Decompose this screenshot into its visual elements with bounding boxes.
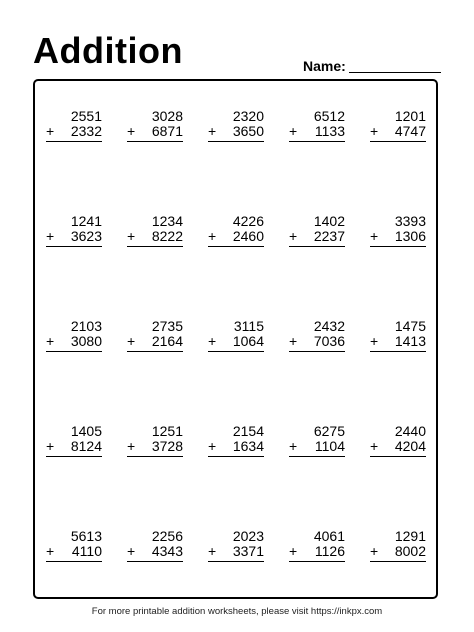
addition-problem xyxy=(127,424,183,468)
addend-top: 1405 xyxy=(70,423,102,439)
addend-bottom: 6871 xyxy=(151,123,183,139)
addend-top: 2154 xyxy=(232,423,264,439)
addition-problem xyxy=(127,109,183,153)
answer-line xyxy=(208,351,264,352)
answer-line xyxy=(370,561,426,562)
addition-problem xyxy=(289,109,345,153)
plus-sign: + xyxy=(370,438,379,454)
plus-sign: + xyxy=(46,438,55,454)
addition-problem xyxy=(127,529,183,573)
addition-problem xyxy=(208,424,264,468)
addend-top: 3393 xyxy=(394,213,426,229)
answer-line xyxy=(46,561,102,562)
plus-sign: + xyxy=(370,228,379,244)
plus-sign: + xyxy=(127,123,136,139)
addition-problem xyxy=(127,319,183,363)
addend-top: 3028 xyxy=(151,108,183,124)
addend-bottom: 3728 xyxy=(151,438,183,454)
worksheet-title: Addition xyxy=(33,30,183,71)
answer-line xyxy=(46,246,102,247)
addend-top: 2320 xyxy=(232,108,264,124)
answer-line xyxy=(370,246,426,247)
answer-line xyxy=(46,456,102,457)
plus-sign: + xyxy=(127,228,136,244)
addend-bottom: 3650 xyxy=(232,123,264,139)
plus-sign: + xyxy=(289,543,298,559)
addend-top: 1201 xyxy=(394,108,426,124)
plus-sign: + xyxy=(208,228,217,244)
addition-problem xyxy=(289,529,345,573)
answer-line xyxy=(208,246,264,247)
addend-top: 2735 xyxy=(151,318,183,334)
answer-line xyxy=(208,456,264,457)
answer-line xyxy=(289,246,345,247)
addend-bottom: 1133 xyxy=(314,123,345,139)
addend-top: 2551 xyxy=(70,108,102,124)
answer-line xyxy=(289,141,345,142)
addend-bottom: 4204 xyxy=(394,438,426,454)
addend-bottom: 3623 xyxy=(70,228,102,244)
answer-line xyxy=(46,141,102,142)
addend-bottom: 2237 xyxy=(313,228,345,244)
answer-line xyxy=(289,456,345,457)
addition-problem xyxy=(46,109,102,153)
addend-bottom: 1413 xyxy=(394,333,426,349)
plus-sign: + xyxy=(289,333,298,349)
answer-line xyxy=(289,561,345,562)
footer-note: For more printable addition worksheets, please visit https://inkpx.com xyxy=(91,606,383,617)
addend-top: 4061 xyxy=(313,528,345,544)
addend-top: 1234 xyxy=(151,213,183,229)
addend-top: 2432 xyxy=(313,318,345,334)
addition-problem xyxy=(46,529,102,573)
addition-problem xyxy=(289,319,345,363)
addend-bottom: 1104 xyxy=(314,438,345,454)
plus-sign: + xyxy=(370,123,379,139)
addend-top: 2440 xyxy=(394,423,426,439)
addition-problem xyxy=(127,214,183,258)
addend-top: 2103 xyxy=(70,318,102,334)
addend-top: 1475 xyxy=(394,318,426,334)
answer-line xyxy=(127,141,183,142)
answer-line xyxy=(208,141,264,142)
problems-grid xyxy=(33,79,438,599)
addend-bottom: 8124 xyxy=(70,438,102,454)
addition-problem xyxy=(208,214,264,258)
addition-problem xyxy=(370,319,426,363)
addend-top: 2256 xyxy=(151,528,183,544)
addition-problem xyxy=(208,109,264,153)
plus-sign: + xyxy=(46,228,55,244)
answer-line xyxy=(46,351,102,352)
plus-sign: + xyxy=(289,438,298,454)
addend-bottom: 7036 xyxy=(313,333,345,349)
addend-bottom: 4747 xyxy=(394,123,426,139)
plus-sign: + xyxy=(289,123,298,139)
addition-problem xyxy=(46,424,102,468)
addend-top: 1402 xyxy=(313,213,345,229)
addend-bottom: 2460 xyxy=(232,228,264,244)
addition-problem xyxy=(370,424,426,468)
plus-sign: + xyxy=(127,543,136,559)
addend-bottom: 8222 xyxy=(151,228,183,244)
answer-line xyxy=(127,561,183,562)
plus-sign: + xyxy=(46,123,55,139)
addition-problem xyxy=(208,319,264,363)
addend-bottom: 4343 xyxy=(151,543,183,559)
addend-bottom: 2332 xyxy=(70,123,102,139)
addition-problem xyxy=(370,214,426,258)
addend-top: 1251 xyxy=(151,423,183,439)
addend-bottom: 2164 xyxy=(151,333,183,349)
addition-problem xyxy=(289,424,345,468)
addend-top: 6275 xyxy=(313,423,345,439)
plus-sign: + xyxy=(127,438,136,454)
answer-line xyxy=(370,141,426,142)
answer-line xyxy=(370,456,426,457)
addend-top: 2023 xyxy=(232,528,264,544)
answer-line xyxy=(127,351,183,352)
addend-bottom: 3371 xyxy=(232,543,264,559)
name-field-line[interactable] xyxy=(349,72,441,73)
addend-bottom: 4110 xyxy=(71,543,102,559)
addend-bottom: 3080 xyxy=(70,333,102,349)
addend-top: 1241 xyxy=(70,213,102,229)
answer-line xyxy=(289,351,345,352)
addend-bottom: 1126 xyxy=(314,543,345,559)
addend-top: 6512 xyxy=(313,108,345,124)
plus-sign: + xyxy=(370,333,379,349)
answer-line xyxy=(370,351,426,352)
addend-bottom: 8002 xyxy=(394,543,426,559)
plus-sign: + xyxy=(370,543,379,559)
addition-problem xyxy=(370,529,426,573)
plus-sign: + xyxy=(46,333,55,349)
addend-bottom: 1634 xyxy=(232,438,264,454)
answer-line xyxy=(127,246,183,247)
addition-problem xyxy=(208,529,264,573)
plus-sign: + xyxy=(208,438,217,454)
plus-sign: + xyxy=(208,333,217,349)
plus-sign: + xyxy=(208,543,217,559)
addend-top: 1291 xyxy=(394,528,426,544)
answer-line xyxy=(208,561,264,562)
plus-sign: + xyxy=(127,333,136,349)
addition-problem xyxy=(46,214,102,258)
addend-top: 4226 xyxy=(232,213,264,229)
plus-sign: + xyxy=(289,228,298,244)
plus-sign: + xyxy=(46,543,55,559)
addend-top: 3115 xyxy=(233,318,264,334)
plus-sign: + xyxy=(208,123,217,139)
addend-top: 5613 xyxy=(70,528,102,544)
addition-problem xyxy=(289,214,345,258)
name-label: Name: xyxy=(303,58,346,74)
addend-bottom: 1306 xyxy=(394,228,426,244)
addition-problem xyxy=(370,109,426,153)
addition-problem xyxy=(46,319,102,363)
answer-line xyxy=(127,456,183,457)
addend-bottom: 1064 xyxy=(232,333,264,349)
